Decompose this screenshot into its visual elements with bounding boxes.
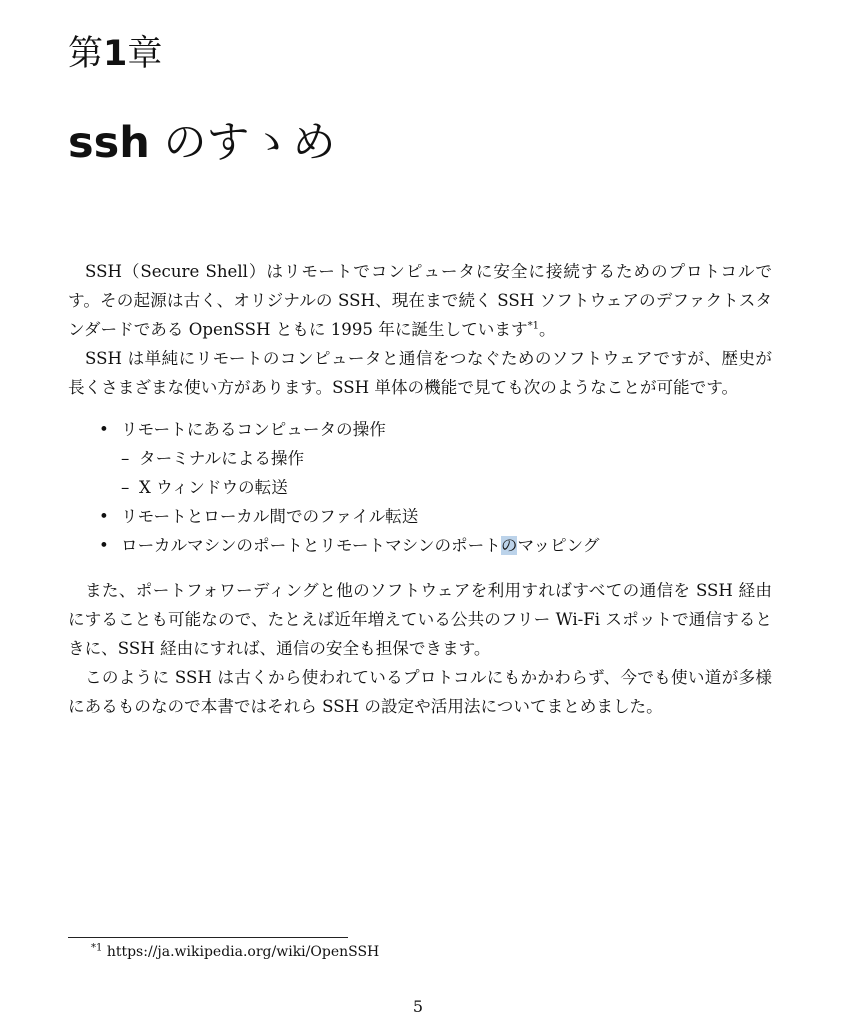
paragraph-usage: SSH は単純にリモートのコンピュータと通信をつなぐためのソフトウェアですが、歴史が長くさまざまな使い方があります。SSH 単体の機能で見ても次のようなことが可能です。: [68, 349, 772, 397]
footnote-link[interactable]: https://ja.wikipedia.org/wiki/OpenSSH: [106, 944, 380, 960]
footnote-divider: [68, 937, 348, 938]
sub-item-x-window: X ウィンドウの転送: [139, 478, 288, 497]
feature-list: [68, 415, 772, 560]
list-item: [68, 502, 772, 531]
body-text: [68, 257, 772, 721]
port-mapping-text-start: ローカルマシンのポートとリモートマシンのポート: [121, 536, 501, 555]
sub-list: [121, 444, 772, 502]
dash-marker: –: [121, 449, 130, 468]
page-number: 5: [412, 997, 424, 1016]
paragraph-port-forwarding: また、ポートフォワーディングと他のソフトウェアを利用すればすべての通信を SSH 経由にすることも可能なので、たとえば近年増えている公共のフリー Wi-Fi スポットで通信するときに、SSH 経由にすれば、通信の安全も担保できます。: [68, 581, 772, 658]
list-item-port-mapping: [121, 536, 599, 555]
list-item: [68, 415, 772, 502]
list-item-remote-operation: リモートにあるコンピュータの操作: [121, 420, 386, 439]
chapter-suffix: 章: [127, 34, 163, 74]
footnote: [91, 942, 379, 962]
bullet-marker: •: [99, 536, 109, 555]
bullet-marker: •: [99, 507, 109, 526]
chapter-number: 1: [103, 34, 128, 74]
chapter-title: [68, 117, 335, 169]
chapter-title-latin: ssh: [68, 118, 150, 168]
chapter-prefix: 第: [68, 34, 104, 74]
paragraph-summary: このように SSH は古くから使われているプロトコルにもかかわらず、今でも使い道が多様にあるものなので本書ではそれら SSH の設定や活用法についてまとめました。: [68, 668, 772, 716]
selected-text-highlight[interactable]: の: [500, 536, 518, 555]
sub-item-terminal: ターミナルによる操作: [139, 449, 305, 468]
chapter-label: [68, 34, 162, 74]
bullet-marker: •: [99, 420, 109, 439]
list-item: [68, 531, 772, 560]
paragraph-intro-end: 。: [538, 320, 556, 339]
sub-list-item: [121, 444, 772, 473]
footnote-reference[interactable]: *1: [527, 320, 539, 332]
footnote-mark: *1: [91, 942, 103, 954]
dash-marker: –: [121, 478, 130, 497]
port-mapping-text-end: マッピング: [517, 536, 600, 555]
paragraph-intro-text: SSH（Secure Shell）はリモートでコンピュータに安全に接続するためのプロトコルです。その起源は古く、オリジナルの SSH、現在まで続く SSH ソフトウェアのデファクトスタンダードである OpenSSH ともに 1995 年に誕生しています: [68, 262, 772, 339]
chapter-title-japanese: のすゝめ: [163, 118, 336, 168]
paragraph-intro: [68, 257, 772, 344]
sub-list-item: [121, 473, 772, 502]
list-item-file-transfer: リモートとローカル間でのファイル転送: [121, 507, 419, 526]
